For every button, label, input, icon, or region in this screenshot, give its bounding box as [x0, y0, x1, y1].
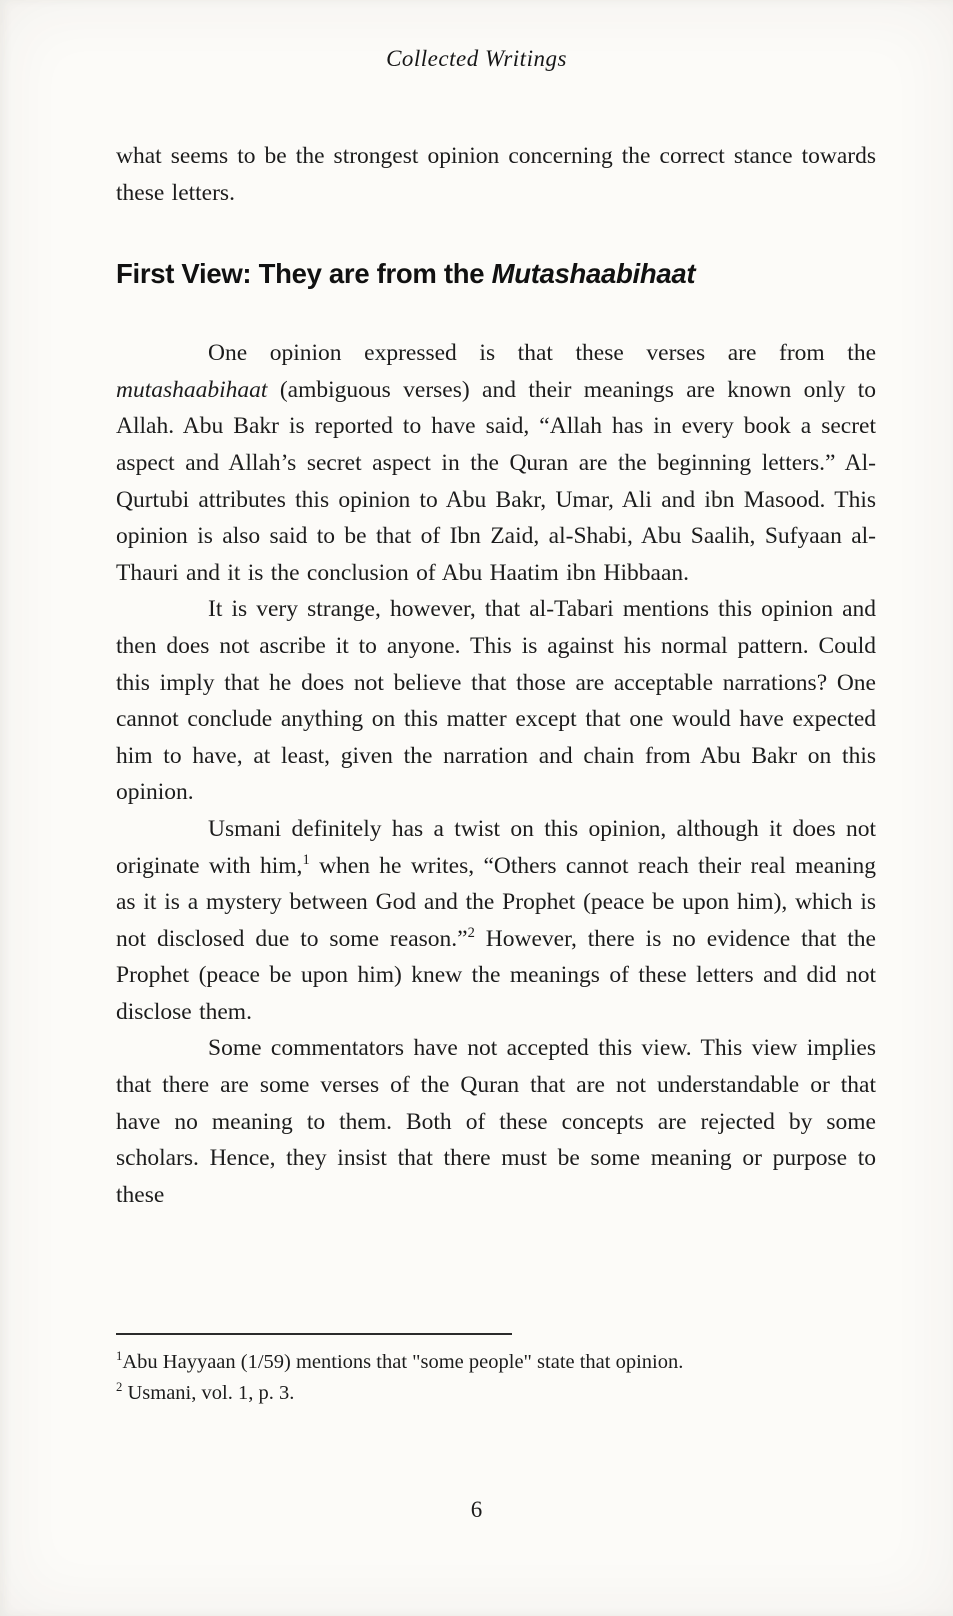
text-segment: However, there is no evidence that the Prophet (peace be upon him) knew the meanings of these letters and did not disclose them.: [116, 925, 876, 1025]
text-segment: what seems to be the strongest opinion concerning the correct stance towards these letters.: [116, 143, 876, 206]
page-number: 6: [470, 1497, 483, 1522]
paragraph: [116, 335, 876, 591]
paragraph: [116, 1030, 876, 1213]
footnote-reference: 1: [302, 851, 310, 868]
section-heading-emphasis: Mutashaabihaat: [491, 258, 696, 290]
text-segment: mutashaabihaat: [116, 376, 268, 403]
footnote-marker: 1: [116, 1349, 123, 1364]
page-content: [116, 138, 876, 1213]
footnotes: [116, 1347, 876, 1409]
footnote-marker: 2: [116, 1380, 123, 1395]
footnote: $^1$Abu Hayyaan (1/59) mentions that "some people" state that opinion.: [116, 1349, 684, 1373]
footnote: $^2$ Usmani, vol. 1, p. 3.: [116, 1380, 295, 1404]
paragraph: [116, 138, 876, 211]
text-segment: It is very strange, however, that al-Tabari mentions this opinion and then does not ascribe it to anyone. This is against his normal pattern. Could this imply that he does not believe that those are acceptable narrations? One cannot conclude anything on this matter except that one would have expected him to have, at least, given the narration and chain from Abu Bakr on this opinion.: [116, 596, 876, 806]
section-heading-prefix: First View: They are from the: [116, 258, 492, 290]
pre-heading-text: [116, 138, 876, 211]
section-text: [116, 335, 876, 1213]
text-segment: One opinion expressed is that these verses are from the: [208, 340, 876, 367]
paragraph: [116, 591, 876, 811]
paragraph: [116, 811, 876, 1031]
section-heading: [116, 258, 876, 290]
footnote-reference: 2: [467, 924, 475, 941]
text-segment: Usmani definitely has a twist on this opinion, although it does not originate with him,: [116, 815, 876, 879]
text-segment: when he writes, “Others cannot reach their real meaning as it is a mystery between God and the Prophet (peace be upon him), which is not disclosed due to some reason.”: [116, 852, 876, 952]
text-segment: (ambiguous verses) and their meanings are known only to Allah. Abu Bakr is reported to have said, “Allah has in every book a secret aspect and Allah’s secret aspect in the Quran are the beginning letters.” Al-Qurtubi attributes this opinion to Abu Bakr, Umar, Ali and ibn Masood. This opinion is also said to be that of Ibn Zaid, al-Shabi, Abu Saalih, Sufyaan al-Thauri and it is the conclusion of Abu Haatim ibn Hibbaan.: [116, 376, 876, 586]
footnote-separator: [116, 1333, 512, 1335]
running-header: Collected Writings: [386, 46, 567, 71]
text-segment: Some commentators have not accepted this view. This view implies that there are some verses of the Quran that are not understandable or that have no meaning to them. Both of these concepts are rejected by some scholars. Hence, they insist that there must be some meaning or purpose to these: [116, 1035, 876, 1208]
footnote-area: [116, 1333, 876, 1409]
